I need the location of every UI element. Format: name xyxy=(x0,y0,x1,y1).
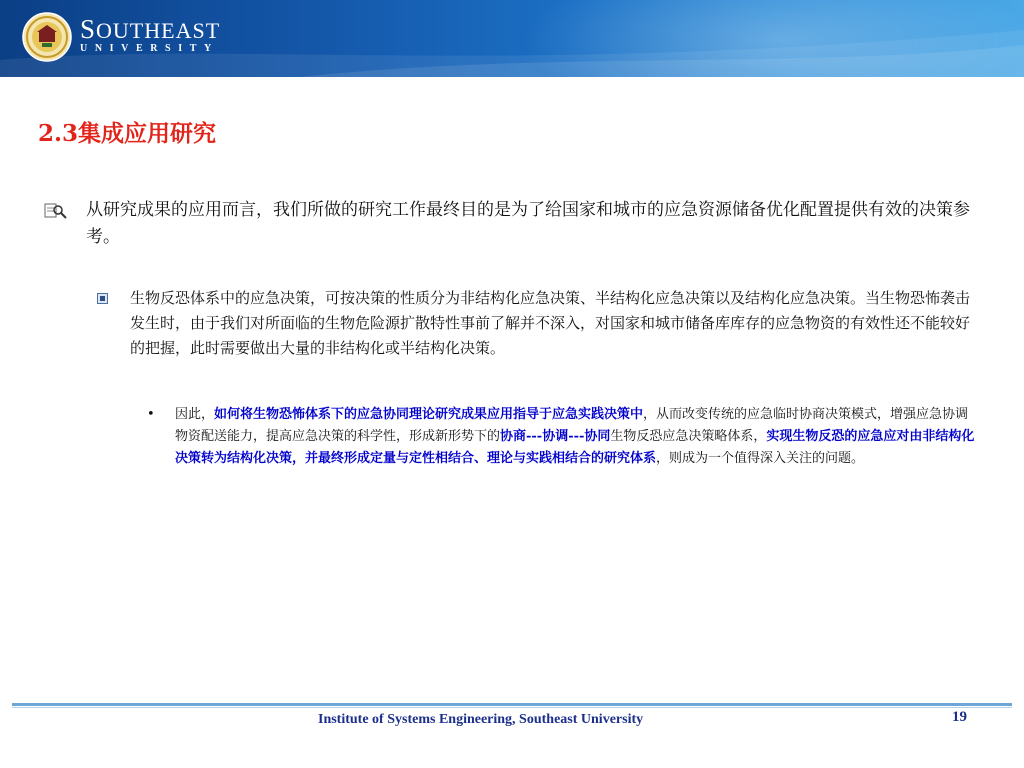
page-number: 19 xyxy=(952,709,967,725)
university-name xyxy=(80,14,221,44)
level1-paragraph: 从研究成果的应用而言，我们所做的研究工作最终目的是为了给国家和城市的应急资源储备优化配置提供有效的决策参考。 xyxy=(86,200,970,247)
level3-seg-3: ，从而改变传统的应急临时协商决策模式，增强应急协调物资配送能力，提高应急决策的科学性，形成新形势下的 xyxy=(175,407,969,444)
level3-seg-7: ，则成为一个值得深入关注的问题。 xyxy=(656,451,865,466)
logo-name-rest: OUTHEAST xyxy=(96,18,221,43)
slide-title: 2.3集成应用研究 xyxy=(38,120,217,147)
level3-seg-5: 生物反恐应急决策略体系， xyxy=(610,429,767,444)
level3-seg-1: 因此， xyxy=(175,407,215,422)
level3-bullet: • xyxy=(147,407,155,422)
square-bullet-icon xyxy=(97,293,108,304)
university-subtitle: UNIVERSITY xyxy=(80,43,219,54)
footer-divider xyxy=(12,703,1012,706)
university-seal-icon xyxy=(22,12,72,62)
level2-paragraph: 生物反恐体系中的应急决策，可按决策的性质分为非结构化应急决策、半结构化应急决策以及结构化应急决策。当生物恐怖袭击发生时，由于我们对所面临的生物危险源扩散特性事前了解并不深入，对国家和城市储备库库存的应急物资的有效性还不能较好的把握，此时需要做出大量的非结构化或半结构化决策。 xyxy=(130,289,971,357)
footer-divider-secondary xyxy=(12,707,1012,708)
level3-paragraph xyxy=(175,404,980,470)
level3-highlight-3: 实现生物反恐的应急应对由非结构化决策转为结构化决策，并最终形成定量与定性相结合、理论与实践相结合的研究体系 xyxy=(175,429,975,466)
footer-institute: Institute of Systems Engineering, Southeast University xyxy=(318,712,644,727)
university-logo-text xyxy=(80,14,221,56)
logo-initial: S xyxy=(80,14,97,44)
magnifier-icon xyxy=(44,201,70,221)
level3-highlight-2: 协商---协调---协同 xyxy=(500,429,611,444)
header-banner xyxy=(0,0,1024,77)
level3-highlight-1: 如何将生物恐怖体系下的应急协同理论研究成果应用指导于应急实践决策中 xyxy=(214,407,644,422)
